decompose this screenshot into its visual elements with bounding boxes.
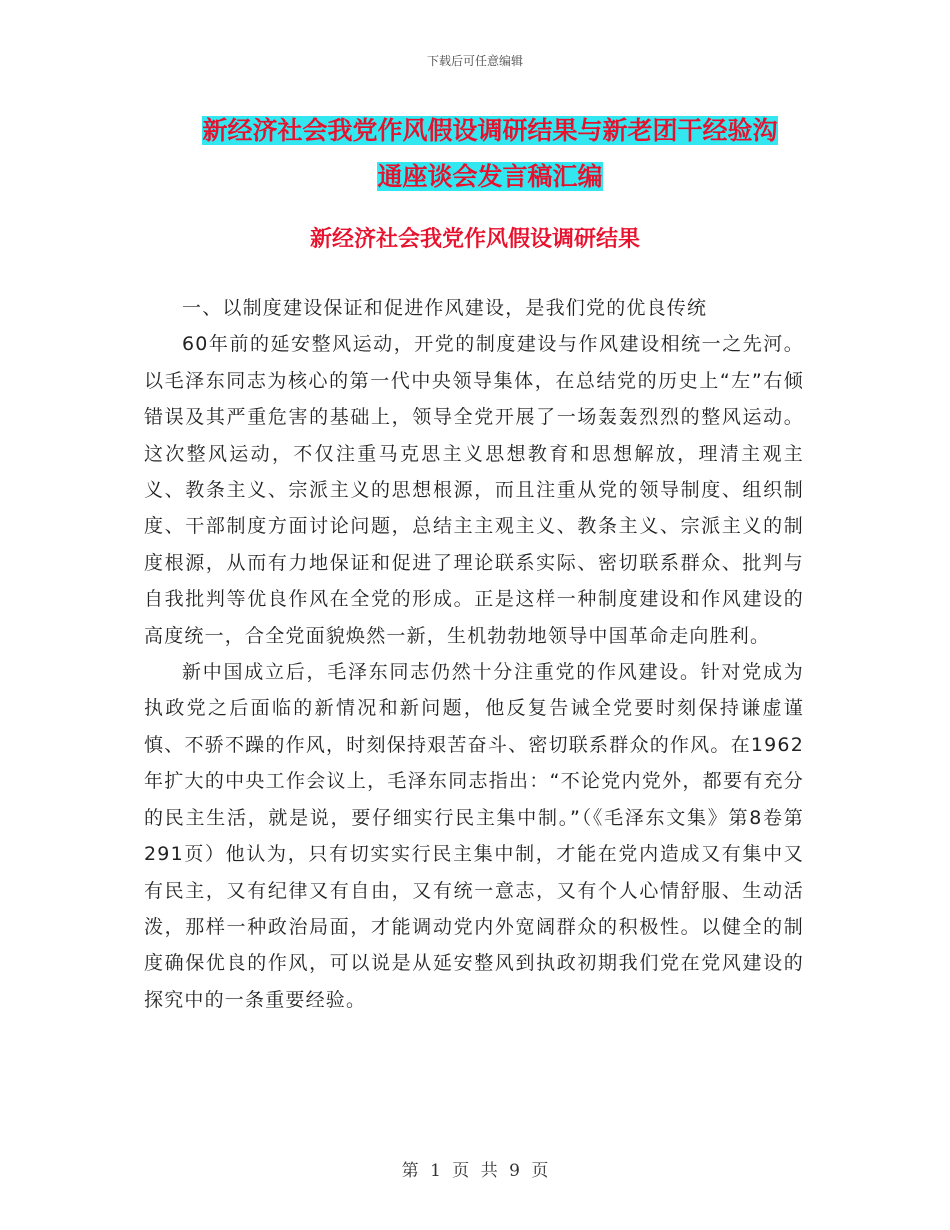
header-note: 下载后可任意编辑 — [426, 54, 523, 68]
document-title — [140, 108, 840, 200]
section-heading-paragraph: 一、以制度建设保证和促进作风建设，是我们党的优良传统 — [182, 297, 708, 319]
document-title-line-1: 新经济社会我党作风假设调研结果与新老团干经验沟 — [202, 116, 778, 145]
section-title: 新经济社会我党作风假设调研结果 — [309, 227, 640, 252]
body-paragraph-1: 60年前的延安整风运动，开党的制度建设与作风建设相统一之先河。以毛泽东同志为核心的第一代中央领导集体，在总结党的历史上“左”右倾错误及其严重危害的基础上，领导全党开展了一场轰轰烈烈的整风运动。这次整风运动，不仅注重马克思主义思想教育和思想解放，理清主观主义、教条主义、宗派主义的思想根源，而且注重从党的领导制度、组织制度、干部制度方面讨论问题，总结主主观主义、教条主义、宗派主义的制度根源，从而有力地保证和促进了理论联系实际、密切联系群众、批判与自我批判等优良作风在全党的形成。正是这样一种制度建设和作风建设的高度统一，合全党面貌焕然一新，生机勃勃地领导中国革命走向胜利。 — [144, 333, 804, 647]
body-paragraph-2: 新中国成立后，毛泽东同志仍然十分注重党的作风建设。针对党成为执政党之后面临的新情况和新问题，他反复告诫全党要时刻保持谦虚谨慎、不骄不躁的作风，时刻保持艰苦奋斗、密切联系群众的作风。在1962年扩大的中央工作会议上，毛泽东同志指出：“不论党内党外，都要有充分的民主生活，就是说，要仔细实行民主集中制。”（《毛泽东文集》第8卷第291页）他认为，只有切实实行民主集中制，才能在党内造成又有集中又有民主，又有纪律又有自由，又有统一意志，又有个人心情舒服、生动活泼，那样一种政治局面，才能调动党内外宽阔群众的积极性。以健全的制度确保优良的作风，可以说是从延安整风到执政初期我们党在党风建设的探究中的一条重要经验。 — [144, 661, 804, 1011]
body-text — [144, 290, 804, 1018]
page-number-footer: 第 1 页 共 9 页 — [401, 1161, 549, 1181]
document-title-line-2: 通座谈会发言稿汇编 — [377, 162, 603, 191]
